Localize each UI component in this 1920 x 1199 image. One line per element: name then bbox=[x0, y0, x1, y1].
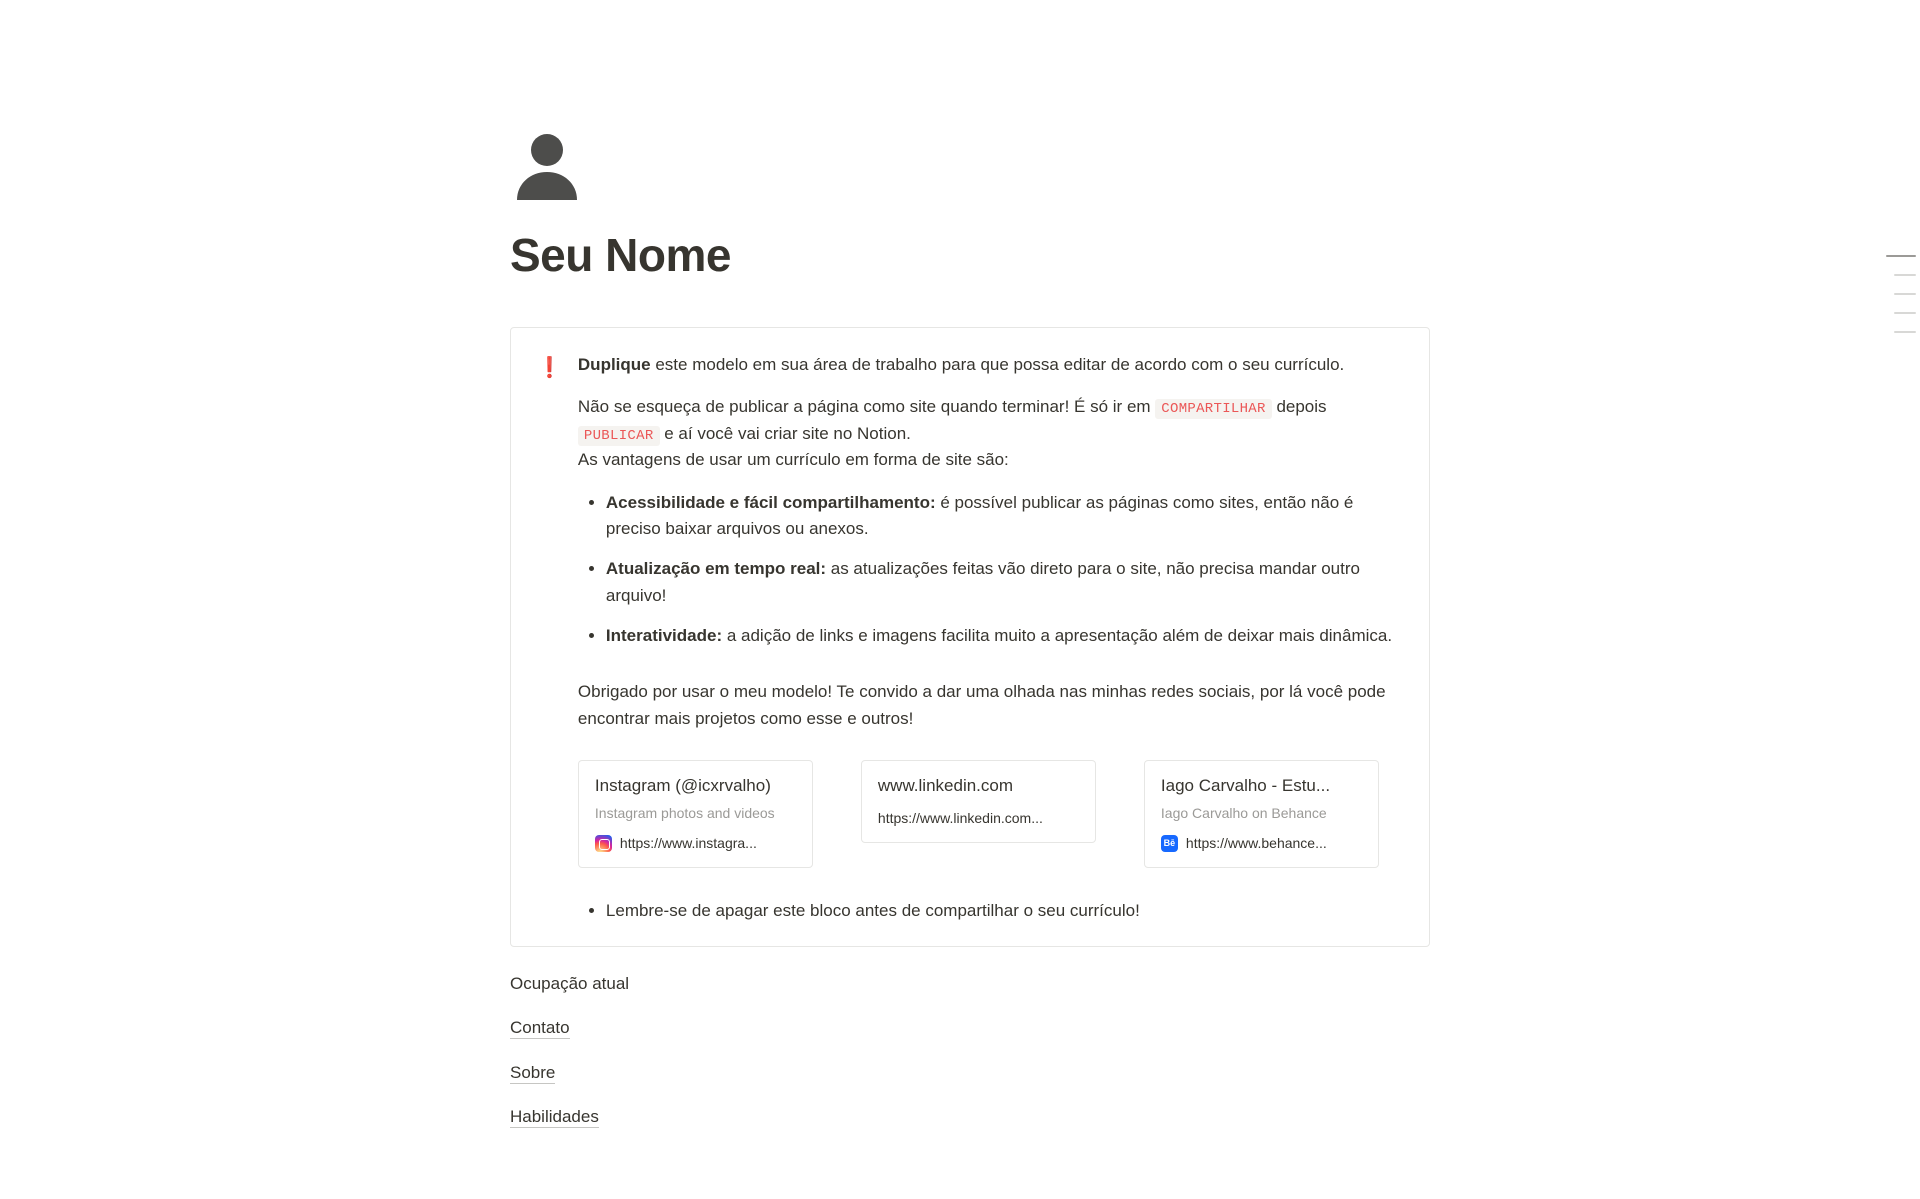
instagram-icon bbox=[595, 835, 612, 852]
bookmark-title: Instagram (@icxrvalho) bbox=[594, 776, 771, 796]
occupation-text[interactable]: Ocupação atual bbox=[510, 973, 630, 993]
list-item bbox=[606, 623, 1403, 649]
page-outline-markers[interactable] bbox=[1882, 255, 1916, 333]
link-contato[interactable] bbox=[510, 1015, 1430, 1041]
callout-paragraph-thanks: Obrigado por usar o meu modelo! Te convido a dar uma olhada nas minhas redes sociais, por lá você pode encontrar mais projetos como esse e outros! bbox=[577, 682, 1386, 728]
publish-text-2: depois bbox=[1271, 396, 1327, 416]
callout-text-duplicate: este modelo em sua área de trabalho para que possa editar de acordo com o seu currículo. bbox=[650, 354, 1345, 374]
bookmark-url: https://www.instagra... bbox=[619, 834, 757, 851]
bookmark-card-linkedin[interactable] bbox=[861, 760, 1096, 843]
advantage-strong: Acessibilidade e fácil compartilhamento: bbox=[605, 492, 936, 512]
page-title[interactable]: Seu Nome bbox=[510, 229, 731, 281]
callout-body bbox=[578, 352, 1403, 924]
bookmark-url: https://www.behance... bbox=[1185, 834, 1327, 851]
bookmark-cards bbox=[578, 760, 1403, 868]
outline-mark[interactable] bbox=[1886, 255, 1916, 257]
link-sobre[interactable] bbox=[510, 1060, 1430, 1086]
bookmark-link[interactable] bbox=[878, 808, 1079, 830]
tag-publicar: PUBLICAR bbox=[578, 426, 660, 446]
advantage-text: é possível publicar as páginas como sites, então não é preciso baixar arquivos ou anexos. bbox=[605, 492, 1354, 538]
after-callout-content bbox=[510, 971, 1430, 1130]
bookmark-card-behance[interactable] bbox=[1144, 760, 1379, 868]
publish-text-1: Não se esqueça de publicar a página como site quando terminar! É só ir em bbox=[577, 396, 1156, 416]
publish-text-3: e aí você vai criar site no Notion. bbox=[659, 423, 911, 443]
spacer bbox=[578, 649, 1403, 679]
user-avatar-icon bbox=[510, 128, 584, 202]
outline-mark[interactable] bbox=[1894, 331, 1916, 333]
behance-icon: Bē bbox=[1161, 835, 1178, 852]
advantage-text: a adição de links e imagens facilita muito a apresentação além de deixar mais dinâmica. bbox=[722, 626, 1393, 646]
callout-block bbox=[510, 327, 1430, 947]
bookmark-url: https://www.linkedin.com... bbox=[877, 810, 1043, 826]
link-habilidades[interactable] bbox=[510, 1104, 1430, 1130]
exclamation-mark-icon: ❗ bbox=[537, 356, 562, 379]
link-habilidades-anchor[interactable]: Habilidades bbox=[510, 1106, 599, 1126]
advantage-strong: Interatividade: bbox=[605, 626, 723, 646]
advantage-strong: Atualização em tempo real: bbox=[605, 559, 827, 579]
callout-paragraph-advantages: As vantagens de usar um currículo em forma de site são: bbox=[577, 450, 1009, 470]
bookmark-title: Iago Carvalho - Estu... bbox=[1160, 776, 1331, 796]
list-item: • Lembre-se de apagar este bloco antes de compartilhar o seu currículo! bbox=[606, 898, 1403, 924]
final-note-list bbox=[606, 898, 1403, 924]
outline-mark[interactable] bbox=[1894, 274, 1916, 276]
outline-mark[interactable] bbox=[1894, 312, 1916, 314]
bookmark-description: Instagram photos and videos bbox=[594, 805, 775, 821]
bookmark-link[interactable] bbox=[1161, 833, 1362, 855]
outline-mark[interactable] bbox=[1894, 293, 1916, 295]
link-sobre-anchor[interactable]: Sobre bbox=[510, 1062, 556, 1082]
callout-paragraph-duplicate bbox=[578, 352, 1403, 378]
callout-paragraph-publish bbox=[578, 394, 1403, 447]
bookmark-title: www.linkedin.com bbox=[877, 776, 1014, 796]
tag-compartilhar: COMPARTILHAR bbox=[1155, 399, 1271, 419]
advantages-list bbox=[578, 490, 1403, 650]
bookmark-link[interactable] bbox=[595, 833, 796, 855]
bookmark-description: Iago Carvalho on Behance bbox=[1160, 805, 1327, 821]
advantage-text: as atualizações feitas vão direto para o site, não precisa mandar outro arquivo! bbox=[605, 559, 1360, 605]
final-note-block bbox=[578, 898, 1403, 924]
list-item bbox=[606, 556, 1403, 609]
bookmark-card-instagram[interactable] bbox=[578, 760, 813, 868]
callout-strong-duplicate: Duplique bbox=[577, 354, 651, 374]
list-item bbox=[606, 490, 1403, 543]
link-contato-anchor[interactable]: Contato bbox=[510, 1018, 570, 1038]
page-content bbox=[510, 0, 1430, 1148]
